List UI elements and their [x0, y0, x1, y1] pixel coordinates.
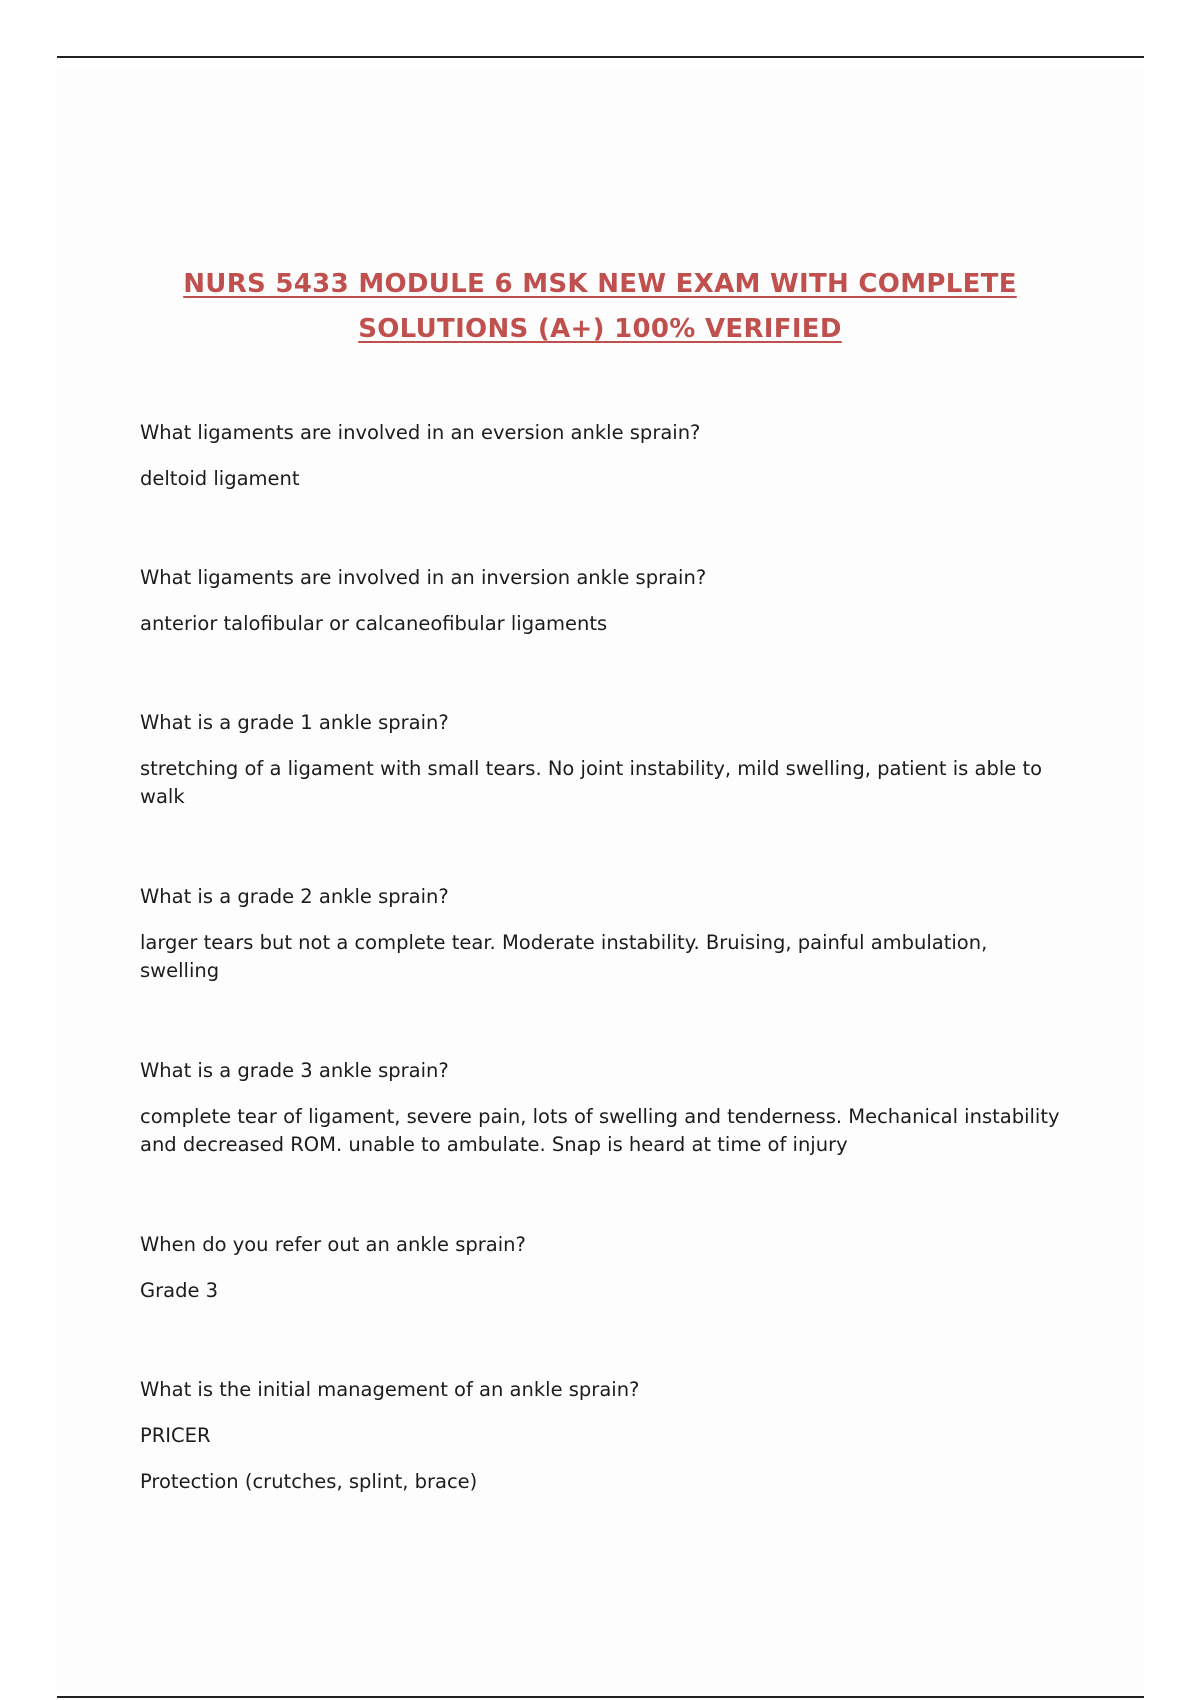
answer-text: complete tear of ligament, severe pain, lots of swelling and tenderness. Mechanical instability and decreased ROM. unable to ambulate. Snap is heard at time of injury: [140, 1105, 1060, 1156]
question-text: When do you refer out an ankle sprain?: [140, 1233, 526, 1256]
qa-item-4: [140, 883, 1060, 985]
question-text: What is a grade 2 ankle sprain?: [140, 885, 449, 908]
qa-item-7: [140, 1376, 1060, 1496]
qa-item-5: [140, 1057, 1060, 1159]
question-text: What is a grade 3 ankle sprain?: [140, 1059, 449, 1082]
answer-extra-text: Protection (crutches, splint, brace): [140, 1470, 478, 1493]
question-text: What ligaments are involved in an eversion ankle sprain?: [140, 421, 701, 444]
answer-text: Grade 3: [140, 1279, 219, 1302]
question-text: What ligaments are involved in an inversion ankle sprain?: [140, 566, 707, 589]
qa-item-1: [140, 419, 1060, 493]
top-rule: [57, 56, 1144, 58]
title-line-2: SOLUTIONS (A+) 100% VERIFIED: [358, 314, 842, 344]
title-line-1: NURS 5433 MODULE 6 MSK NEW EXAM WITH COMPLETE: [183, 269, 1017, 299]
question-text: What is the initial management of an ankle sprain?: [140, 1378, 640, 1401]
answer-text: anterior talofibular or calcaneofibular ligaments: [140, 612, 608, 635]
question-text: What is a grade 1 ankle sprain?: [140, 711, 449, 734]
answer-text: PRICER: [140, 1424, 211, 1447]
qa-item-2: [140, 564, 1060, 638]
answer-text: larger tears but not a complete tear. Moderate instability. Bruising, painful ambulation, swelling: [140, 931, 988, 982]
bottom-rule: [57, 1696, 1144, 1698]
answer-text: stretching of a ligament with small tears. No joint instability, mild swelling, patient is able to walk: [140, 757, 1043, 808]
document-title: [0, 262, 1200, 352]
answer-text: deltoid ligament: [140, 467, 300, 490]
qa-item-6: [140, 1231, 1060, 1305]
qa-item-3: [140, 709, 1060, 811]
